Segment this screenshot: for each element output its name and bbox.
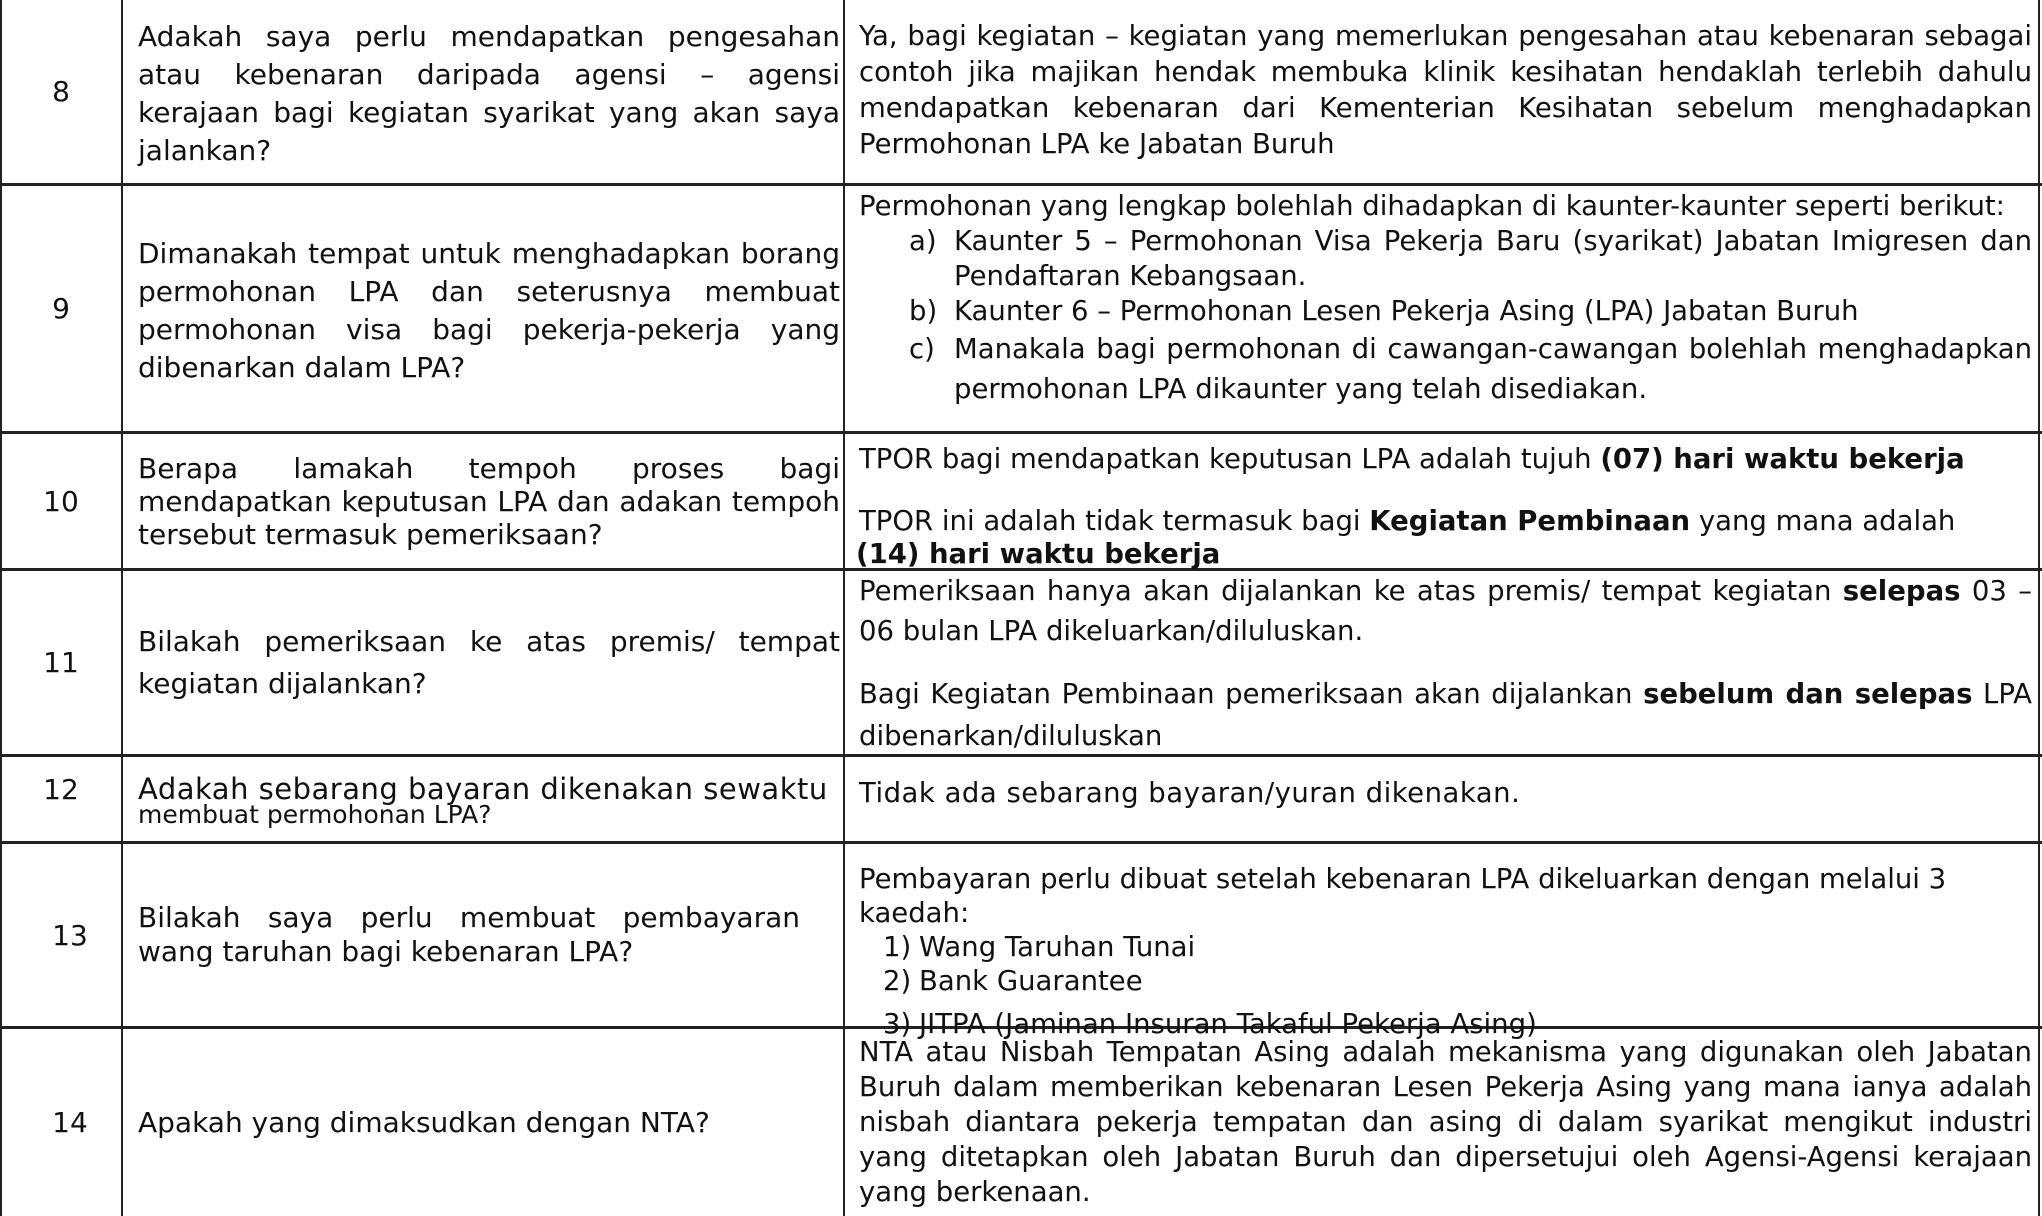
- list-marker: a): [909, 225, 937, 257]
- row-number: 9: [52, 291, 70, 325]
- answer-paragraph: [856, 538, 2032, 570]
- question-text: membuat permohonan LPA?: [138, 800, 492, 829]
- question-text: Apakah yang dimaksudkan dengan NTA?: [138, 1105, 710, 1139]
- answer-text: Bagi Kegiatan Pembinaan pemeriksaan akan dijalankan: [859, 678, 1644, 710]
- answer-cell: [844, 185, 2042, 431]
- list-item-text: Kaunter 5 – Permohonan Visa Pekerja Baru (syarikat) Jabatan Imigresen dan Pendaftaran Kebangsaan.: [954, 225, 2032, 292]
- question-text: Adakah saya perlu mendapatkan pengesahan atau kebenaran daripada agensi – agensi kerajaan bagi kegiatan syarikat yang akan saya jalankan?: [138, 19, 840, 167]
- list-item: [859, 964, 2032, 998]
- answer-paragraph: [859, 504, 2032, 538]
- question-text: Bilakah pemeriksaan ke atas premis/ tempat kegiatan dijalankan?: [138, 624, 840, 700]
- answer-text: yang mana adalah: [1690, 505, 1956, 537]
- answer-bold-text: selepas: [1842, 575, 1961, 607]
- answer-text: Ya, bagi kegiatan – kegiatan yang memerlukan pengesahan atau kebenaran sebagai contoh jika majikan hendak membuka klinik kesihatan hendaklah terlebih dahulu mendapatkan kebenaran dari Kementerian Kesihatan sebelum menghadapkan Permohonan LPA ke Jabatan Buruh: [859, 20, 2032, 160]
- answer-cell: [844, 757, 2042, 841]
- table-row: [0, 844, 2042, 1040]
- answer-paragraph: [859, 571, 2032, 651]
- list-marker: c): [909, 333, 935, 365]
- list-item-text: Manakala bagi permohonan di cawangan-cawangan bolehlah menghadapkan permohonan LPA dikaunter yang telah disediakan.: [954, 333, 2032, 405]
- answer-bold-text: (14) hari waktu bekerja: [856, 538, 1221, 570]
- row-number: 14: [52, 1106, 88, 1139]
- row-number-text: 12: [43, 773, 79, 806]
- row-number: [0, 757, 122, 841]
- answer-cell: [844, 844, 2042, 1040]
- row-number: 10: [43, 484, 79, 518]
- answer-intro: Permohonan yang lengkap bolehlah dihadapkan di kaunter-kaunter seperti berikut:: [859, 190, 2005, 222]
- answer-text: NTA atau Nisbah Tempatan Asing adalah mekanisma yang digunakan oleh Jabatan Buruh dalam memberikan kebenaran Lesen Pekerja Asing yang mana ianya adalah nisbah diantara pekerja tempatan dan asing di dalam syarikat mengikut industri yang ditetapkan oleh Jabatan Buruh dan dipersetujui oleh Agensi-Agensi kerajaan yang berkenaan.: [859, 1036, 2032, 1208]
- list-marker: 3): [883, 1008, 912, 1040]
- table-row: [0, 434, 2042, 568]
- answer-cell: [844, 0, 2042, 183]
- answer-paragraph: [859, 673, 2032, 757]
- list-item-text: Bank Guarantee: [919, 965, 1143, 997]
- question-cell: [122, 1029, 844, 1216]
- answer-cell: [844, 1029, 2042, 1216]
- question-text: Berapa lamakah tempoh proses bagi mendapatkan keputusan LPA dan adakan tempoh tersebut termasuk pemeriksaan?: [138, 451, 840, 551]
- question-text: Bilakah saya perlu membuat pembayaran wang taruhan bagi kebenaran LPA?: [138, 901, 800, 968]
- table-row: [0, 185, 2042, 431]
- table-row: [0, 0, 2042, 183]
- row-number: 11: [43, 646, 79, 679]
- answer-text: TPOR ini adalah tidak termasuk bagi: [859, 505, 1370, 537]
- row-number: 13: [52, 918, 88, 952]
- question-text: Dimanakah tempat untuk menghadapkan borang permohonan LPA dan seterusnya membuat permohonan visa bagi pekerja-pekerja yang dibenarkan dalam LPA?: [138, 237, 840, 384]
- list-item: [859, 930, 2032, 964]
- question-cell: [122, 434, 844, 568]
- answer-bold-text: Kegiatan Pembinaan: [1369, 505, 1691, 537]
- answer-text: Tidak ada sebarang bayaran/yuran dikenakan.: [859, 777, 1521, 809]
- question-cell: [122, 0, 844, 183]
- row-number: 8: [52, 75, 70, 108]
- answer-cell: [844, 571, 2042, 754]
- question-cell: [122, 757, 844, 841]
- answer-text: TPOR bagi mendapatkan keputusan LPA adalah tujuh: [859, 443, 1601, 475]
- list-item: [859, 329, 2032, 409]
- list-marker: b): [909, 295, 938, 327]
- answer-bold-text: (07) hari waktu bekerja: [1600, 443, 1965, 475]
- answer-intro: Pembayaran perlu dibuat setelah kebenaran LPA dikeluarkan dengan melalui 3 kaedah:: [859, 863, 1947, 929]
- list-item-text: Kaunter 6 – Permohonan Lesen Pekerja Asing (LPA) Jabatan Buruh: [954, 295, 1859, 327]
- table-row: [0, 571, 2042, 754]
- list-item: [859, 224, 2032, 294]
- list-item-text: JITPA (Jaminan Insuran Takaful Pekerja Asing): [919, 1008, 1537, 1040]
- list-item-text: Wang Taruhan Tunai: [919, 931, 1196, 963]
- answer-text: Pemeriksaan hanya akan dijalankan ke atas premis/ tempat kegiatan: [859, 575, 1843, 607]
- list-marker: 2): [883, 965, 912, 997]
- answer-cell: [844, 434, 2042, 568]
- answer-paragraph: [859, 442, 2032, 476]
- table-row: [0, 1029, 2042, 1216]
- question-cell: [122, 185, 844, 431]
- answer-text: LPA dibenarkan/diluluskan: [859, 678, 2032, 752]
- list-marker: 1): [883, 931, 912, 963]
- answer-bold-text: sebelum dan selepas: [1643, 678, 1973, 710]
- question-cell: [122, 571, 844, 754]
- list-item: [859, 294, 2032, 329]
- question-cell: [122, 844, 844, 1026]
- question-text: Adakah sebarang bayaran dikenakan sewaktu: [138, 772, 828, 806]
- table-row: [0, 757, 2042, 841]
- answer-text: 03 – 06 bulan LPA dikeluarkan/diluluskan.: [859, 575, 2032, 647]
